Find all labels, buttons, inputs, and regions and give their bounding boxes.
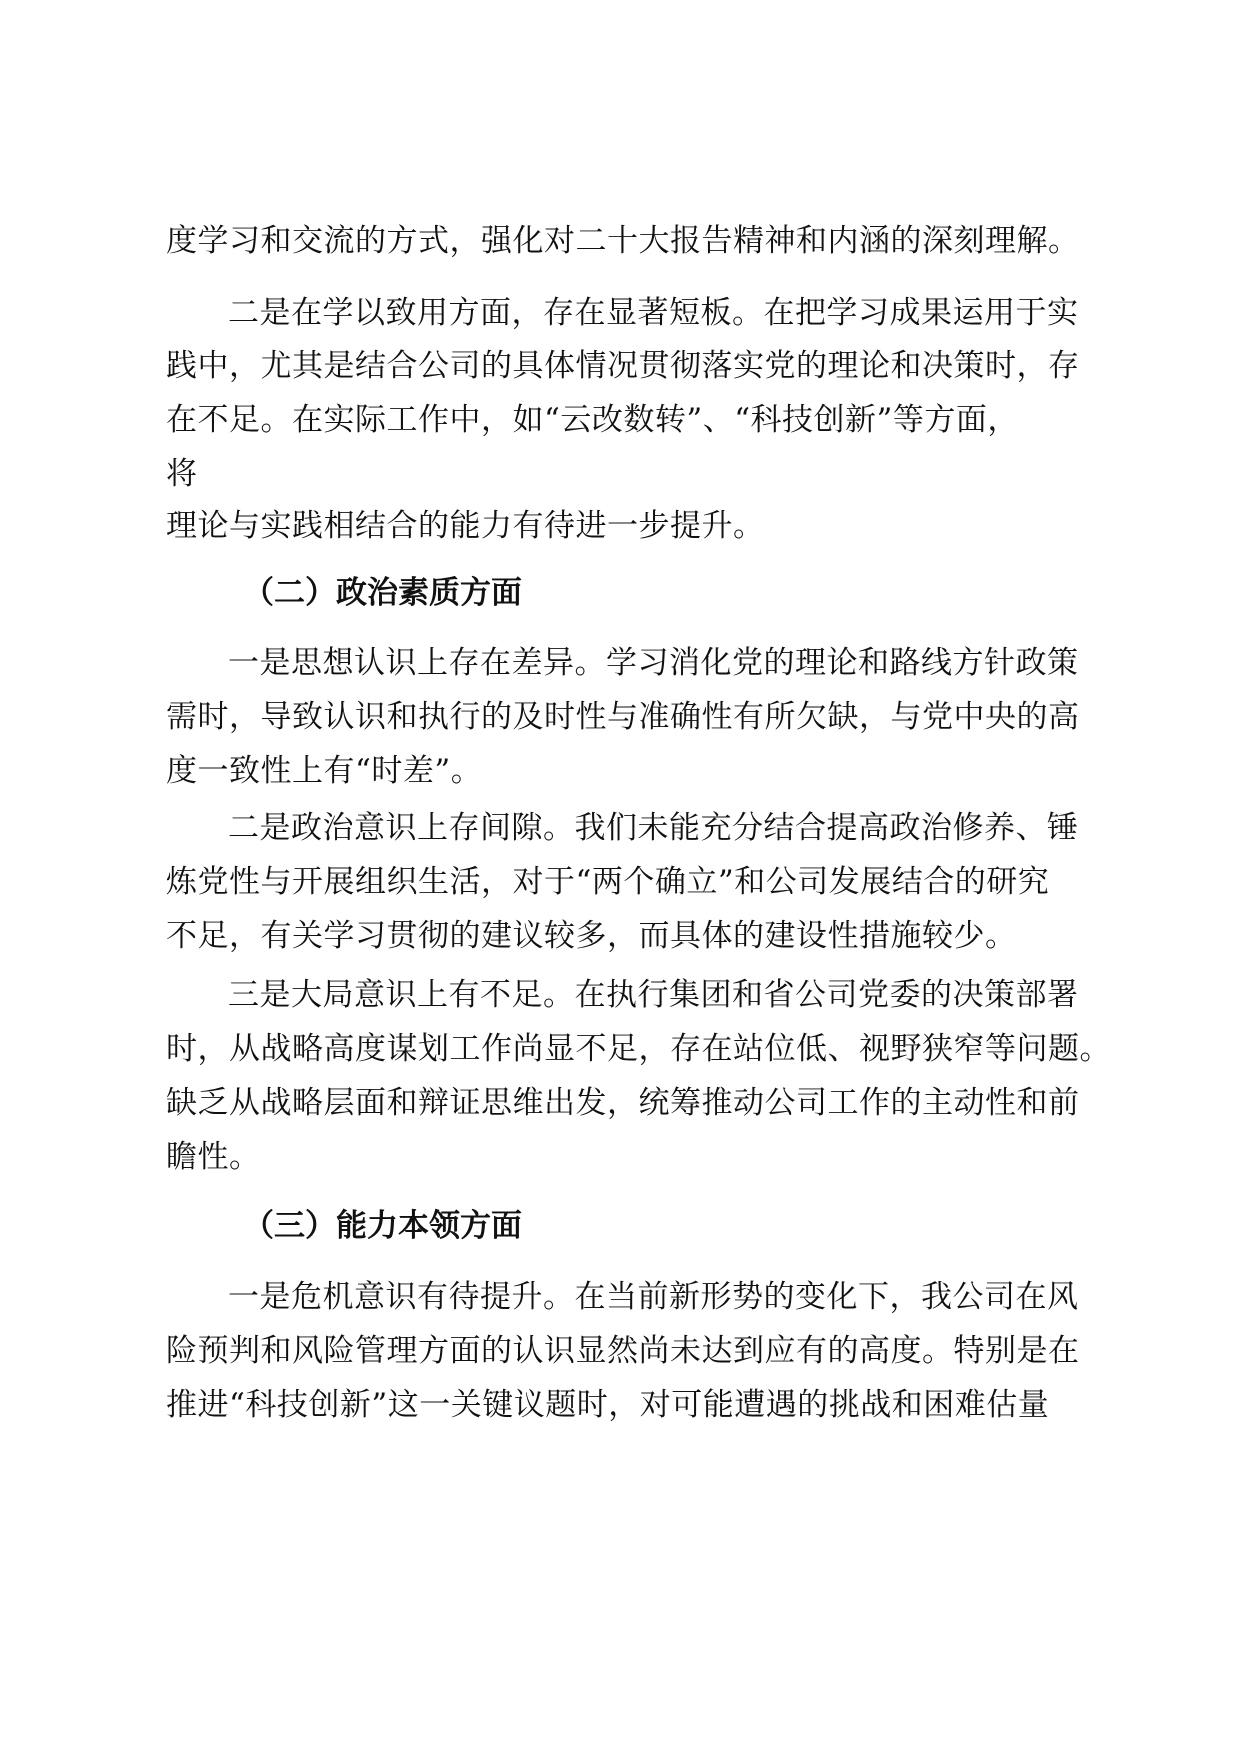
text-line: 缺乏从战略层面和辩证思维出发，统筹推动公司工作的主动性和前 bbox=[166, 1085, 1080, 1121]
text-line: 时，从战略高度谋划工作尚显不足，存在站位低、视野狭窄等问题。 bbox=[166, 1031, 1111, 1067]
text-line: 不足，有关学习贯彻的建议较多，而具体的建设性措施较少。 bbox=[166, 918, 1017, 954]
text-line: 一是思想认识上存在差异。学习消化党的理论和路线方针政策 bbox=[228, 645, 1079, 681]
text-line: 一是危机意识有待提升。在当前新形势的变化下，我公司在风 bbox=[228, 1279, 1079, 1315]
section-heading: （三）能力本领方面 bbox=[243, 1208, 522, 1244]
text-line: 险预判和风险管理方面的认识显然尚未达到应有的高度。特别是在 bbox=[166, 1333, 1080, 1369]
text-line: 推进“科技创新”这一关键议题时，对可能遭遇的挑战和困难估量 bbox=[166, 1387, 1050, 1423]
text-line: 炼党性与开展组织生活，对于“两个确立”和公司发展结合的研究 bbox=[166, 864, 1050, 900]
section-heading: （二）政治素质方面 bbox=[243, 575, 522, 611]
text-line: 在不足。在实际工作中，如“云改数转”、“科技创新”等方面， bbox=[166, 402, 1019, 438]
text-line: 瞻性。 bbox=[166, 1139, 261, 1175]
text-line: 二是在学以致用方面，存在显著短板。在把学习成果运用于实 bbox=[228, 295, 1079, 331]
text-line: 三是大局意识上有不足。在执行集团和省公司党委的决策部署 bbox=[228, 977, 1079, 1013]
text-line: 需时，导致认识和执行的及时性与准确性有所欠缺，与党中央的高 bbox=[166, 699, 1080, 735]
text-line: 理论与实践相结合的能力有待进一步提升。 bbox=[166, 508, 765, 544]
text-line: 二是政治意识上存间隙。我们未能充分结合提高政治修养、锤 bbox=[228, 810, 1079, 846]
text-line: 践中，尤其是结合公司的具体情况贯彻落实党的理论和决策时，存 bbox=[166, 348, 1080, 384]
text-line: 度一致性上有“时差”。 bbox=[166, 753, 483, 789]
text-line: 将 bbox=[166, 456, 198, 492]
text-line: 度学习和交流的方式，强化对二十大报告精神和内涵的深刻理解。 bbox=[166, 223, 1080, 259]
